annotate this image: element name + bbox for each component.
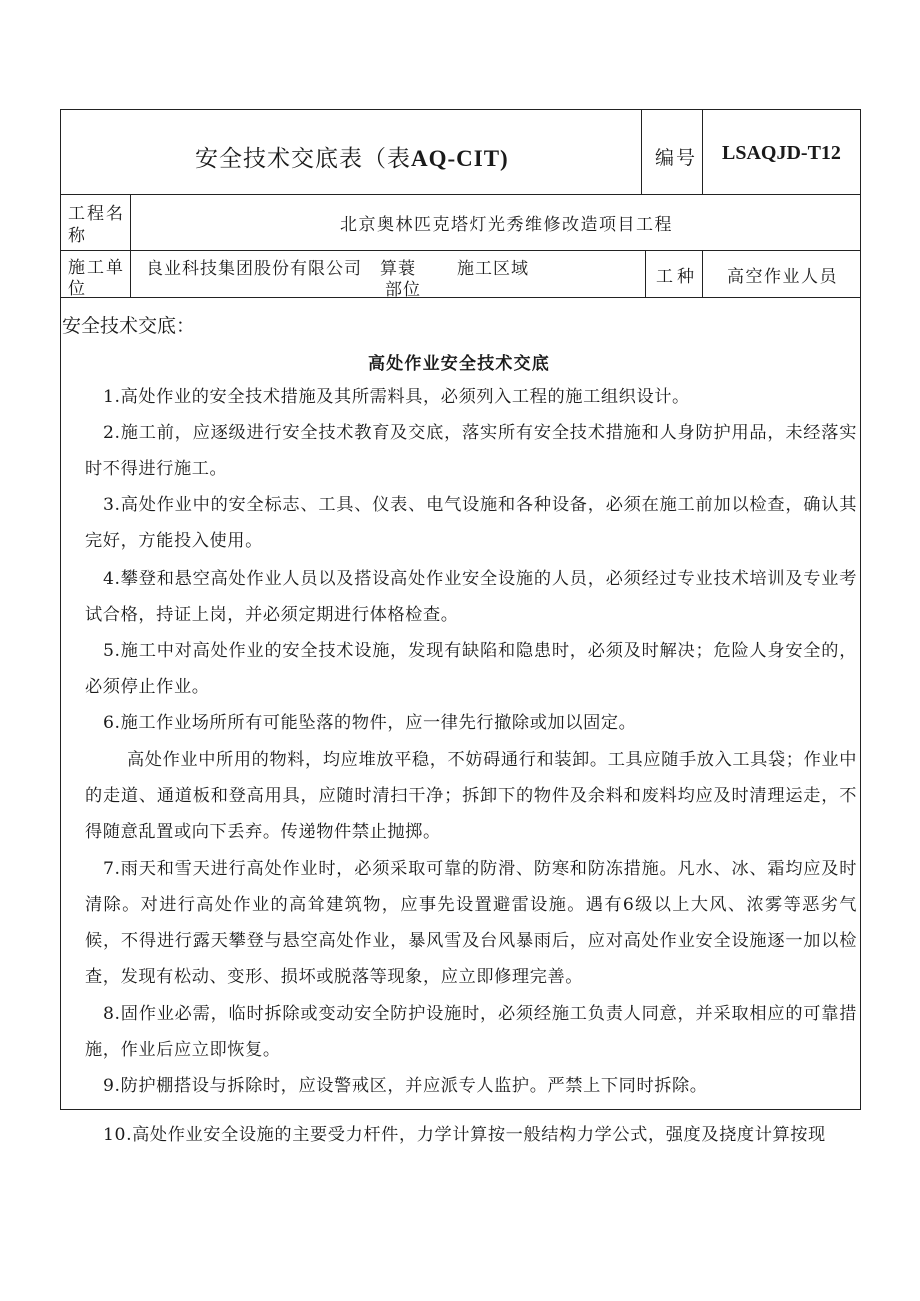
number-value: LSAQJD-T12: [722, 142, 841, 164]
paragraph-9: 9.防护棚搭设与拆除时，应设警戒区，并应派专人监护。严禁上下同时拆除。: [103, 1076, 708, 1096]
trade-value: 高空作业人员: [727, 267, 838, 287]
paragraph-1: 1.高处作业的安全技术措施及其所需料具，必须列入工程的施工组织设计。: [103, 387, 690, 407]
paragraph-6: 6.施工作业场所所有可能坠落的物件，应一律先行撤除或加以固定。: [103, 713, 637, 733]
construction-unit-label: 施工单: [68, 258, 125, 278]
area-text: 算蓑: [380, 259, 416, 279]
col-divider: [130, 194, 131, 297]
col-divider: [702, 109, 703, 195]
paragraph-4: 4.攀登和悬空高处作业人员以及搭设高处作业安全设施的人员，必须经过专业技术培训及专业考试合格，持证上岗，并必须定期进行体格检查。: [85, 569, 857, 625]
number-label: 编号: [655, 147, 698, 169]
row-divider: [60, 250, 861, 251]
construction-area-label: 施工区域: [457, 259, 529, 279]
project-name-value: 北京奥林匹克塔灯光秀维修改造项目工程: [340, 215, 673, 235]
construction-unit-label: 位: [68, 279, 85, 299]
row-divider: [60, 297, 861, 298]
col-divider: [641, 109, 642, 195]
area-part-label: 部位: [385, 280, 421, 300]
paragraph-2: 2.施工前，应逐级进行安全技术教育及交底，落实所有安全技术措施和人身防护用品，未经落实时不得进行施工。: [85, 423, 857, 479]
paragraph-3: 3.高处作业中的安全标志、工具、仪表、电气设施和各种设备，必须在施工前加以检查，确认其完好，方能投入使用。: [85, 495, 857, 551]
paragraph-5: 5.施工中对高处作业的安全技术设施，发现有缺陷和隐患时，必须及时解决；危险人身安全的，必须停止作业。: [85, 641, 857, 697]
section-heading: 高处作业安全技术交底: [368, 354, 550, 374]
col-divider: [702, 250, 703, 297]
paragraph-8: 8.固作业必需，临时拆除或变动安全防护设施时，必须经施工负责人同意，并采取相应的可靠措施，作业后应立即恢复。: [85, 1004, 857, 1060]
construction-unit-value: 良业科技集团股份有限公司: [146, 259, 362, 279]
paragraph-6-detail: 高处作业中所用的物料，均应堆放平稳，不妨碍通行和装卸。工具应随手放入工具袋；作业中的走道、通道板和登高用具，应随时清扫干净；拆卸下的物件及余料和废料均应及时清理运走，不得随意乱置或向下丢弃。传递物件禁止抛掷。: [85, 750, 857, 842]
section-label: 安全技术交底：: [62, 315, 196, 337]
page-title: 安全技术交底表（表AQ-CIT): [195, 146, 509, 172]
project-name-label: 称: [68, 226, 85, 246]
col-divider: [645, 250, 646, 297]
row-divider: [60, 194, 861, 195]
paragraph-7: 7.雨天和雪天进行高处作业时，必须采取可靠的防滑、防寒和防冻措施。凡水、冰、霜均应及时清除。对进行高处作业的高耸建筑物，应事先设置避雷设施。遇有6级以上大风、浓雾等恶劣气候，不得进行露天攀登与悬空高处作业，暴风雪及台风暴雨后，应对高处作业安全设施逐一加以检查，发现有松动、变形、损坏或脱落等现象，应立即修理完善。: [85, 859, 857, 987]
paragraph-10: 10.高处作业安全设施的主要受力杆件，力学计算按一般结构力学公式，强度及挠度计算按现: [103, 1125, 826, 1145]
project-name-label: 工程名: [68, 204, 125, 224]
trade-label: 工种: [656, 267, 698, 287]
